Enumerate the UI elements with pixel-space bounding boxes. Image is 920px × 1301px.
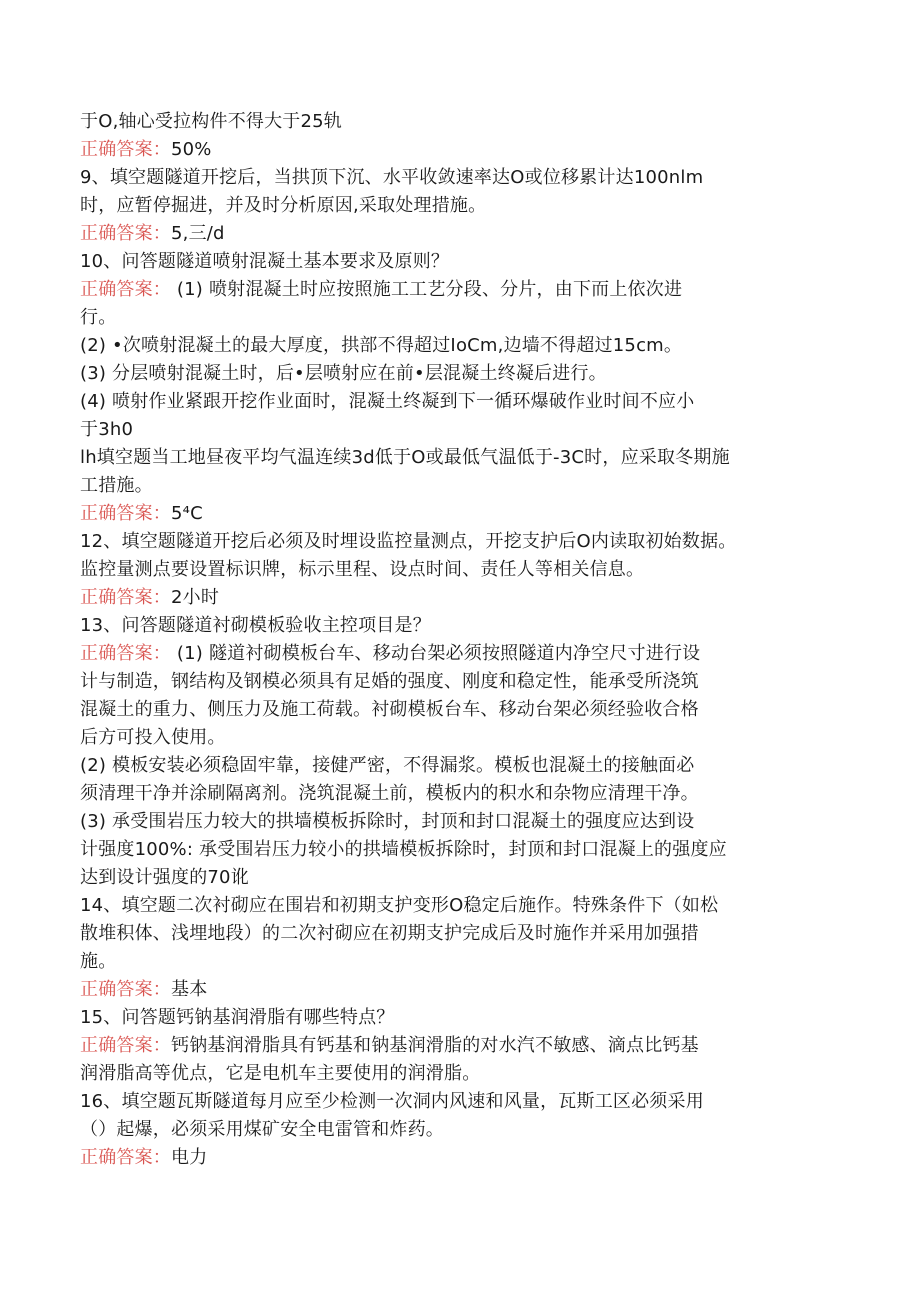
- answer-value: 5⁴C: [171, 503, 203, 524]
- document-page: [80, 108, 840, 1172]
- answer-line: [80, 1144, 840, 1172]
- text-line: 润滑脂高等优点，它是电机车主要使用的润滑脂。: [80, 1063, 481, 1084]
- text-line: 工措施。: [80, 475, 153, 496]
- text-line: 后方可投入使用。: [80, 727, 226, 748]
- answer-line: [80, 276, 840, 304]
- text-line: 行。: [80, 307, 117, 328]
- text-line: 达到设计强度的70讹: [80, 867, 249, 888]
- answer-line: [80, 500, 840, 528]
- text-line: 13、问答题隧道衬砌模板验收主控项目是？: [80, 615, 431, 636]
- answer-label: 正确答案：: [80, 223, 171, 244]
- answer-value: 基本: [171, 979, 208, 1000]
- answer-label: 正确答案：: [80, 1147, 171, 1168]
- text-line: 计强度100%: 承受围岩压力较小的拱墙模板拆除时，封顶和封口混凝上的强度应: [80, 839, 727, 860]
- answer-label: 正确答案：: [80, 503, 171, 524]
- answer-line: [80, 976, 840, 1004]
- answer-value: (1) 喷射混凝土时应按照施工工艺分段、分片，由下而上依次进: [171, 279, 683, 300]
- text-line: 于3h0: [80, 419, 134, 440]
- answer-label: 正确答案：: [80, 1035, 171, 1056]
- answer-label: 正确答案：: [80, 979, 171, 1000]
- text-line: 混凝土的重力、侧压力及施工荷载。衬砌模板台车、移动台架必须经验收合格: [80, 699, 699, 720]
- text-line: (4) 喷射作业紧跟开挖作业面时，混凝土终凝到下一循环爆破作业时间不应小: [80, 391, 695, 412]
- text-line: 监控量测点要设置标识牌，标示里程、设点时间、责任人等相关信息。: [80, 559, 645, 580]
- text-line: 10、问答题隧道喷射混凝土基本要求及原则？: [80, 251, 450, 272]
- text-line: 施。: [80, 951, 117, 972]
- answer-label: 正确答案：: [80, 279, 171, 300]
- answer-line: [80, 136, 840, 164]
- text-line: （）起爆，必须采用煤矿安全电雷管和炸药。: [80, 1119, 444, 1140]
- answer-label: 正确答案：: [80, 643, 171, 664]
- text-line: 散堆积体、浅埋地段）的二次衬砌应在初期支护完成后及时施作并采用加强措: [80, 923, 699, 944]
- answer-value: (1) 隧道衬砌模板台车、移动台架必须按照隧道内净空尺寸进行设: [171, 643, 701, 664]
- text-line: 15、问答题钙钠基润滑脂有哪些特点？: [80, 1007, 395, 1028]
- answer-label: 正确答案：: [80, 139, 171, 160]
- text-line: 12、填空题隧道开挖后必须及时埋设监控量测点，开挖支护后O内读取初始数据。: [80, 531, 737, 552]
- text-line: (3) 承受围岩压力较大的拱墙模板拆除时，封顶和封口混凝土的强度应达到设: [80, 811, 695, 832]
- text-line: 时，应暂停掘进，并及时分析原因,采取处理措施。: [80, 195, 487, 216]
- answer-line: [80, 220, 840, 248]
- text-line: 16、填空题瓦斯隧道每月应至少检测一次洞内风速和风量，瓦斯工区必须采用: [80, 1091, 704, 1112]
- text-line: 计与制造，钢结构及钢模必须具有足婚的强度、刚度和稳定性，能承受所浇筑: [80, 671, 699, 692]
- answer-value: 2小时: [171, 587, 220, 608]
- answer-value: 电力: [171, 1147, 208, 1168]
- answer-value: 50%: [171, 139, 212, 160]
- answer-line: [80, 640, 840, 668]
- text-line: 14、填空题二次衬砌应在围岩和初期支护变形O稳定后施作。特殊条件下（如松: [80, 895, 719, 916]
- text-line: (3) 分层喷射混凝土时，后•层喷射应在前•层混凝土终凝后进行。: [80, 363, 607, 384]
- text-line: 于O,轴心受拉构件不得大于25轨: [80, 111, 342, 132]
- text-line: 9、填空题隧道开挖后，当拱顶下沉、水平收敛速率达O或位移累计达100nlm: [80, 167, 704, 188]
- answer-line: [80, 1032, 840, 1060]
- text-line: (2) 模板安装必须稳固牢靠，接健严密，不得漏浆。模板也混凝土的接触面必: [80, 755, 695, 776]
- answer-value: 5,三/d: [171, 223, 225, 244]
- answer-line: [80, 584, 840, 612]
- text-line: lh填空题当工地昼夜平均气温连续3d低于O或最低气温低于-3C时，应采取冬期施: [80, 447, 730, 468]
- text-line: (2) •次喷射混凝土的最大厚度，拱部不得超过IoCm,边墙不得超过15cm。: [80, 335, 683, 356]
- answer-value: 钙钠基润滑脂具有钙基和钠基润滑脂的对水汽不敏感、滴点比钙基: [171, 1035, 699, 1056]
- answer-label: 正确答案：: [80, 587, 171, 608]
- text-line: 须清理干净并涂刷隔离剂。浇筑混凝土前，模板内的积水和杂物应清理干净。: [80, 783, 699, 804]
